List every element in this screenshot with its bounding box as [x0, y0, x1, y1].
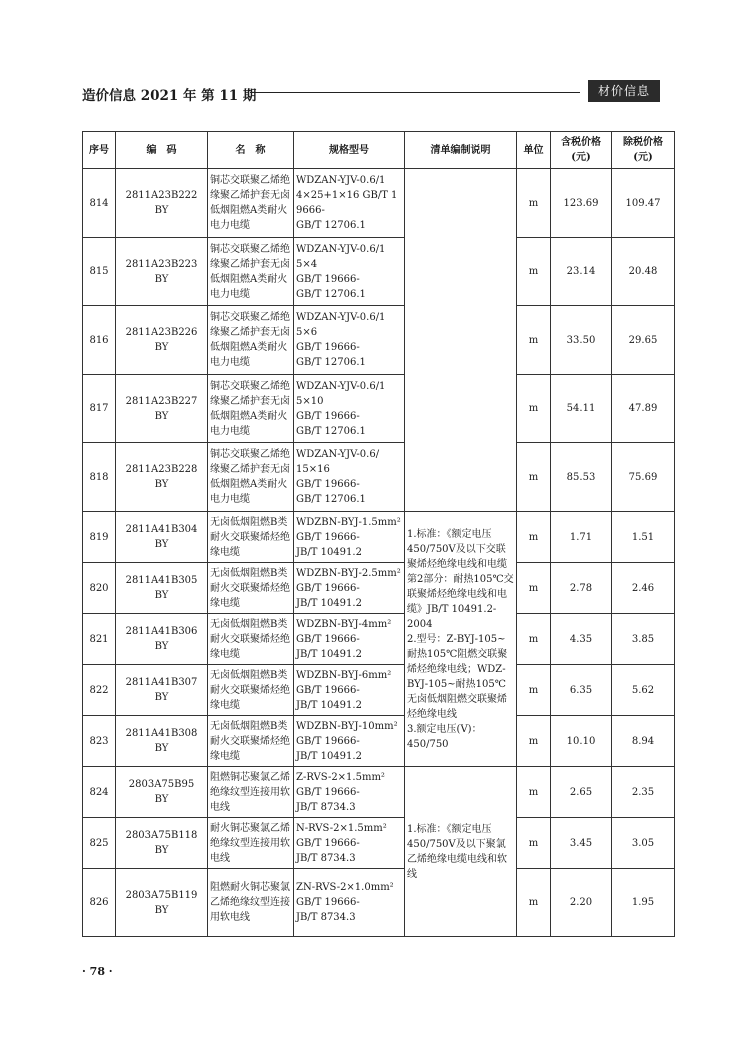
cell-code: 2803A75B119 BY — [116, 869, 208, 937]
cell-unit: m — [517, 716, 551, 767]
col-header-price-notax: 除税价格(元) — [612, 132, 675, 169]
cell-price-tax: 2.65 — [551, 767, 612, 818]
price-table — [82, 131, 675, 937]
cell-unit: m — [517, 238, 551, 306]
cell-no: 819 — [83, 512, 116, 563]
cell-spec: WDZBN-BYJ-1.5mm² GB/T 19666- JB/T 10491.2 — [294, 512, 405, 563]
cell-code: 2811A23B223 BY — [116, 238, 208, 306]
cell-price-notax: 3.05 — [612, 818, 675, 869]
cell-no: 825 — [83, 818, 116, 869]
cell-code: 2811A23B222 BY — [116, 169, 208, 238]
cell-spec: WDZBN-BYJ-4mm² GB/T 19666- JB/T 10491.2 — [294, 614, 405, 665]
col-header-price-tax: 含税价格(元) — [551, 132, 612, 169]
cell-price-notax: 109.47 — [612, 169, 675, 238]
cell-no: 818 — [83, 443, 116, 512]
table-row — [83, 818, 675, 869]
col-header-code: 编 码 — [116, 132, 208, 169]
cell-spec: WDZBN-BYJ-10mm² GB/T 19666- JB/T 10491.2 — [294, 716, 405, 767]
cell-price-notax: 1.51 — [612, 512, 675, 563]
cell-price-tax: 2.20 — [551, 869, 612, 937]
cell-description: 1.标准：《额定电压450/750V及以下聚氯乙烯绝缘电缆电线和软线 — [405, 767, 517, 937]
cell-name: 铜芯交联聚乙烯绝缘聚乙烯护套无卤低烟阻燃A类耐火电力电缆 — [208, 169, 294, 238]
cell-name: 无卤低烟阻燃B类耐火交联聚烯烃绝缘电缆 — [208, 512, 294, 563]
cell-price-tax: 33.50 — [551, 306, 612, 375]
table-row — [83, 238, 675, 306]
table-row — [83, 563, 675, 614]
cell-no: 815 — [83, 238, 116, 306]
cell-unit: m — [517, 169, 551, 238]
cell-spec: Z-RVS-2×1.5mm² GB/T 19666- JB/T 8734.3 — [294, 767, 405, 818]
cell-unit: m — [517, 869, 551, 937]
cell-price-tax: 2.78 — [551, 563, 612, 614]
cell-no: 826 — [83, 869, 116, 937]
cell-code: 2811A41B305 BY — [116, 563, 208, 614]
cell-code: 2811A23B228 BY — [116, 443, 208, 512]
table-row — [83, 665, 675, 716]
cell-spec: ZN-RVS-2×1.0mm² GB/T 19666- JB/T 8734.3 — [294, 869, 405, 937]
cell-price-tax: 10.10 — [551, 716, 612, 767]
cell-name: 铜芯交联聚乙烯绝缘聚乙烯护套无卤低烟阻燃A类耐火电力电缆 — [208, 443, 294, 512]
cell-unit: m — [517, 306, 551, 375]
cell-price-tax: 1.71 — [551, 512, 612, 563]
cell-price-tax: 85.53 — [551, 443, 612, 512]
col-header-no: 序号 — [83, 132, 116, 169]
cell-unit: m — [517, 767, 551, 818]
page-number: · 78 · — [82, 965, 113, 978]
cell-description: 1.标准：《额定电压450/750V及以下交联聚烯烃绝缘电线和电缆 第2部分：耐热105℃交联聚烯烃绝缘电线和电缆》JB/T 10491.2-2004 2.型号：Z-BYJ-105~耐热105℃阻燃交联聚烯烃绝缘电线；WDZ-BYJ-105~耐热105℃无卤低烟阻燃交联聚烯烃绝缘电线 3.额定电压(V)：450/750 — [405, 512, 517, 767]
cell-no: 817 — [83, 375, 116, 443]
table-row — [83, 512, 675, 563]
cell-no: 823 — [83, 716, 116, 767]
publication-title: 造价信息 2021 年 第 11 期 — [82, 88, 257, 104]
page-header — [82, 80, 660, 106]
cell-name: 铜芯交联聚乙烯绝缘聚乙烯护套无卤低烟阻燃A类耐火电力电缆 — [208, 375, 294, 443]
cell-code: 2811A23B226 BY — [116, 306, 208, 375]
cell-code: 2811A41B304 BY — [116, 512, 208, 563]
cell-price-tax: 123.69 — [551, 169, 612, 238]
cell-code: 2811A41B307 BY — [116, 665, 208, 716]
cell-price-notax: 29.65 — [612, 306, 675, 375]
cell-unit: m — [517, 443, 551, 512]
col-header-desc: 清单编制说明 — [405, 132, 517, 169]
cell-code: 2811A41B306 BY — [116, 614, 208, 665]
cell-no: 814 — [83, 169, 116, 238]
cell-unit: m — [517, 563, 551, 614]
cell-no: 822 — [83, 665, 116, 716]
cell-name: 无卤低烟阻燃B类耐火交联聚烯烃绝缘电缆 — [208, 614, 294, 665]
table-row — [83, 767, 675, 818]
table-row — [83, 716, 675, 767]
cell-price-notax: 47.89 — [612, 375, 675, 443]
cell-name: 耐火铜芯聚氯乙烯绝缘纹型连接用软电线 — [208, 818, 294, 869]
cell-price-notax: 75.69 — [612, 443, 675, 512]
cell-spec: WDZAN-YJV-0.6/1 4×25+1×16 GB/T 19666- GB/T 12706.1 — [294, 169, 405, 238]
cell-spec: N-RVS-2×1.5mm² GB/T 19666- JB/T 8734.3 — [294, 818, 405, 869]
cell-description — [405, 169, 517, 512]
cell-price-notax: 2.35 — [612, 767, 675, 818]
table-row — [83, 169, 675, 238]
cell-no: 820 — [83, 563, 116, 614]
cell-spec: WDZBN-BYJ-2.5mm² GB/T 19666- JB/T 10491.2 — [294, 563, 405, 614]
cell-price-notax: 3.85 — [612, 614, 675, 665]
col-header-unit: 单位 — [517, 132, 551, 169]
table-row — [83, 869, 675, 937]
cell-price-tax: 23.14 — [551, 238, 612, 306]
cell-name: 无卤低烟阻燃B类耐火交联聚烯烃绝缘电缆 — [208, 716, 294, 767]
cell-name: 无卤低烟阻燃B类耐火交联聚烯烃绝缘电缆 — [208, 563, 294, 614]
table-row — [83, 375, 675, 443]
cell-name: 铜芯交联聚乙烯绝缘聚乙烯护套无卤低烟阻燃A类耐火电力电缆 — [208, 238, 294, 306]
cell-price-notax: 2.46 — [612, 563, 675, 614]
col-header-name: 名 称 — [208, 132, 294, 169]
table-row — [83, 614, 675, 665]
cell-unit: m — [517, 614, 551, 665]
cell-unit: m — [517, 665, 551, 716]
cell-unit: m — [517, 375, 551, 443]
cell-price-notax: 5.62 — [612, 665, 675, 716]
cell-price-tax: 4.35 — [551, 614, 612, 665]
cell-name: 阻燃铜芯聚氯乙烯绝缘纹型连接用软电线 — [208, 767, 294, 818]
cell-price-tax: 6.35 — [551, 665, 612, 716]
cell-code: 2811A23B227 BY — [116, 375, 208, 443]
cell-spec: WDZAN-YJV-0.6/1 5×4 GB/T 19666- GB/T 12706.1 — [294, 238, 405, 306]
col-header-spec: 规格型号 — [294, 132, 405, 169]
cell-no: 816 — [83, 306, 116, 375]
cell-code: 2803A75B118 BY — [116, 818, 208, 869]
cell-name: 无卤低烟阻燃B类耐火交联聚烯烃绝缘电缆 — [208, 665, 294, 716]
table-header-row — [83, 132, 675, 169]
cell-spec: WDZAN-YJV-0.6/1 5×10 GB/T 19666- GB/T 12706.1 — [294, 375, 405, 443]
cell-code: 2803A75B95 BY — [116, 767, 208, 818]
cell-name: 阻燃耐火铜芯聚氯乙烯绝缘纹型连接用软电线 — [208, 869, 294, 937]
cell-price-notax: 20.48 — [612, 238, 675, 306]
header-rule — [250, 92, 580, 93]
cell-price-notax: 8.94 — [612, 716, 675, 767]
cell-spec: WDZAN-YJV-0.6/1 5×6 GB/T 19666- GB/T 12706.1 — [294, 306, 405, 375]
cell-code: 2811A41B308 BY — [116, 716, 208, 767]
cell-spec: WDZBN-BYJ-6mm² GB/T 19666- JB/T 10491.2 — [294, 665, 405, 716]
table-row — [83, 443, 675, 512]
cell-spec: WDZAN-YJV-0.6/ 15×16 GB/T 19666- GB/T 12706.1 — [294, 443, 405, 512]
table-body — [83, 169, 675, 937]
cell-unit: m — [517, 512, 551, 563]
table-row — [83, 306, 675, 375]
cell-price-notax: 1.95 — [612, 869, 675, 937]
section-badge: 材价信息 — [588, 80, 660, 102]
cell-unit: m — [517, 818, 551, 869]
cell-price-tax: 54.11 — [551, 375, 612, 443]
cell-no: 821 — [83, 614, 116, 665]
cell-price-tax: 3.45 — [551, 818, 612, 869]
cell-name: 铜芯交联聚乙烯绝缘聚乙烯护套无卤低烟阻燃A类耐火电力电缆 — [208, 306, 294, 375]
cell-no: 824 — [83, 767, 116, 818]
